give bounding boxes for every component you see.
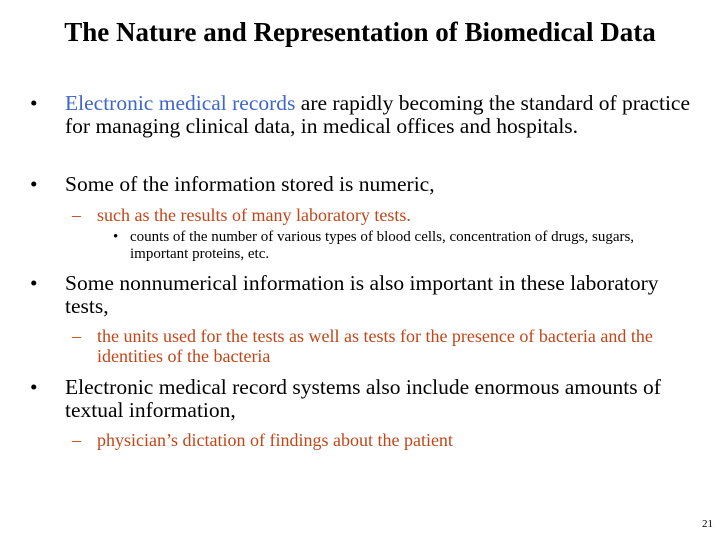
page-number: 21 [702, 518, 713, 530]
sub-bullet-text: such as the results of many laboratory tests. [97, 205, 411, 225]
dash-marker: – [72, 326, 81, 346]
sub-sub-bullet-text: counts of the number of various types of blood cells, concentration of drugs, sugars, important proteins, etc. [130, 229, 635, 262]
bullet-marker: • [30, 271, 38, 295]
bullet-marker: • [30, 91, 38, 115]
sub-bullet-text: physician’s dictation of findings about the patient [97, 430, 453, 450]
slide-title: The Nature and Representation of Biomedical Data [64, 17, 656, 47]
sub-bullet-text: the units used for the tests as well as tests for the presence of bacteria and the identities of the bacteria [97, 326, 653, 366]
bullet-text [65, 92, 705, 138]
dash-marker: – [72, 430, 81, 450]
bullet-marker: • [30, 375, 38, 399]
bullet-text: Some nonnumerical information is also important in these laboratory tests, [65, 271, 659, 318]
bullet-marker: • [30, 172, 38, 196]
bullet-text: Electronic medical record systems also include enormous amounts of textual information, [65, 375, 661, 422]
bullet-text-rest: are rapidly becoming the standard of practice for managing clinical data, in medical offices and hospitals. [65, 91, 691, 138]
dash-marker: – [72, 205, 81, 225]
highlighted-term: Electronic medical records [65, 91, 296, 115]
bullet-text: Some of the information stored is numeric, [65, 172, 435, 196]
bullet-marker: • [113, 229, 119, 245]
